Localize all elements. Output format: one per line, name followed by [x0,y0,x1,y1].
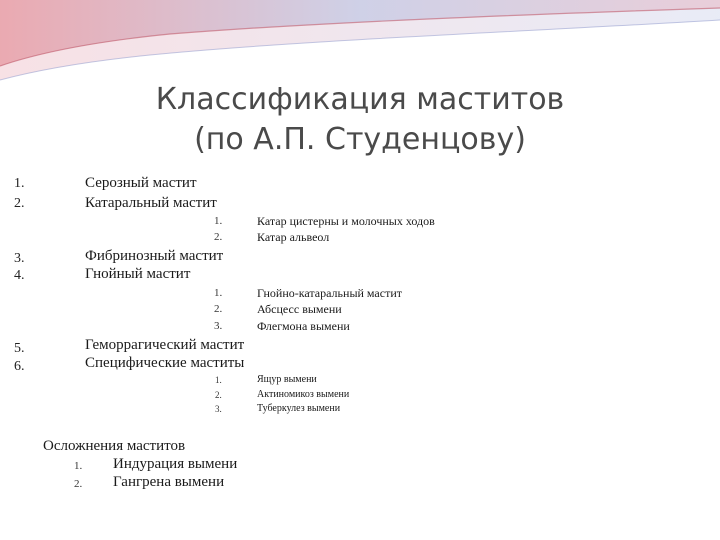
main-item-label: Фибринозный мастит [85,248,224,264]
slide-title: Классификация маститов [155,82,565,117]
sub-item-label: Катар альвеол [257,230,330,244]
sub-item-number: 2. [215,390,222,400]
main-item-label: Серозный мастит [85,175,197,191]
complication-label: Гангрена вымени [113,474,225,490]
sub-item-label: Флегмона вымени [257,319,350,333]
sub-item-number: 3. [215,404,222,414]
complication-label: Индурация вымени [113,456,238,472]
main-item-number: 3. [14,251,25,266]
complications-heading: Осложнения маститов [43,438,186,454]
sub-item-number: 2. [214,231,223,243]
main-item-number: 2. [14,196,25,211]
sub-item-number: 2. [214,303,223,315]
main-item-label: Катаральный мастит [85,195,217,211]
main-item-label: Геморрагический мастит [85,337,245,353]
main-item-number: 5. [14,341,25,356]
sub-item-label: Ящур вымени [257,374,317,385]
complication-number: 1. [74,460,83,472]
main-item-number: 6. [14,359,25,374]
main-item-number: 1. [14,176,25,191]
sub-item-number: 1. [215,375,222,385]
sub-item-label: Актиномикоз вымени [257,389,350,400]
sub-item-label: Катар цистерны и молочных ходов [257,214,435,228]
sub-item-number: 3. [214,320,223,332]
sub-item-label: Туберкулез вымени [257,403,341,414]
complication-number: 2. [74,478,83,490]
main-item-label: Гнойный мастит [85,266,191,282]
main-item-label: Специфические маститы [85,355,245,371]
main-item-number: 4. [14,268,25,283]
slide-subtitle: (по А.П. Студенцову) [194,122,526,157]
sub-item-label: Абсцесс вымени [257,302,342,316]
sub-item-label: Гнойно-катаральный мастит [257,286,402,300]
sub-item-number: 1. [214,287,223,299]
sub-item-number: 1. [214,215,223,227]
